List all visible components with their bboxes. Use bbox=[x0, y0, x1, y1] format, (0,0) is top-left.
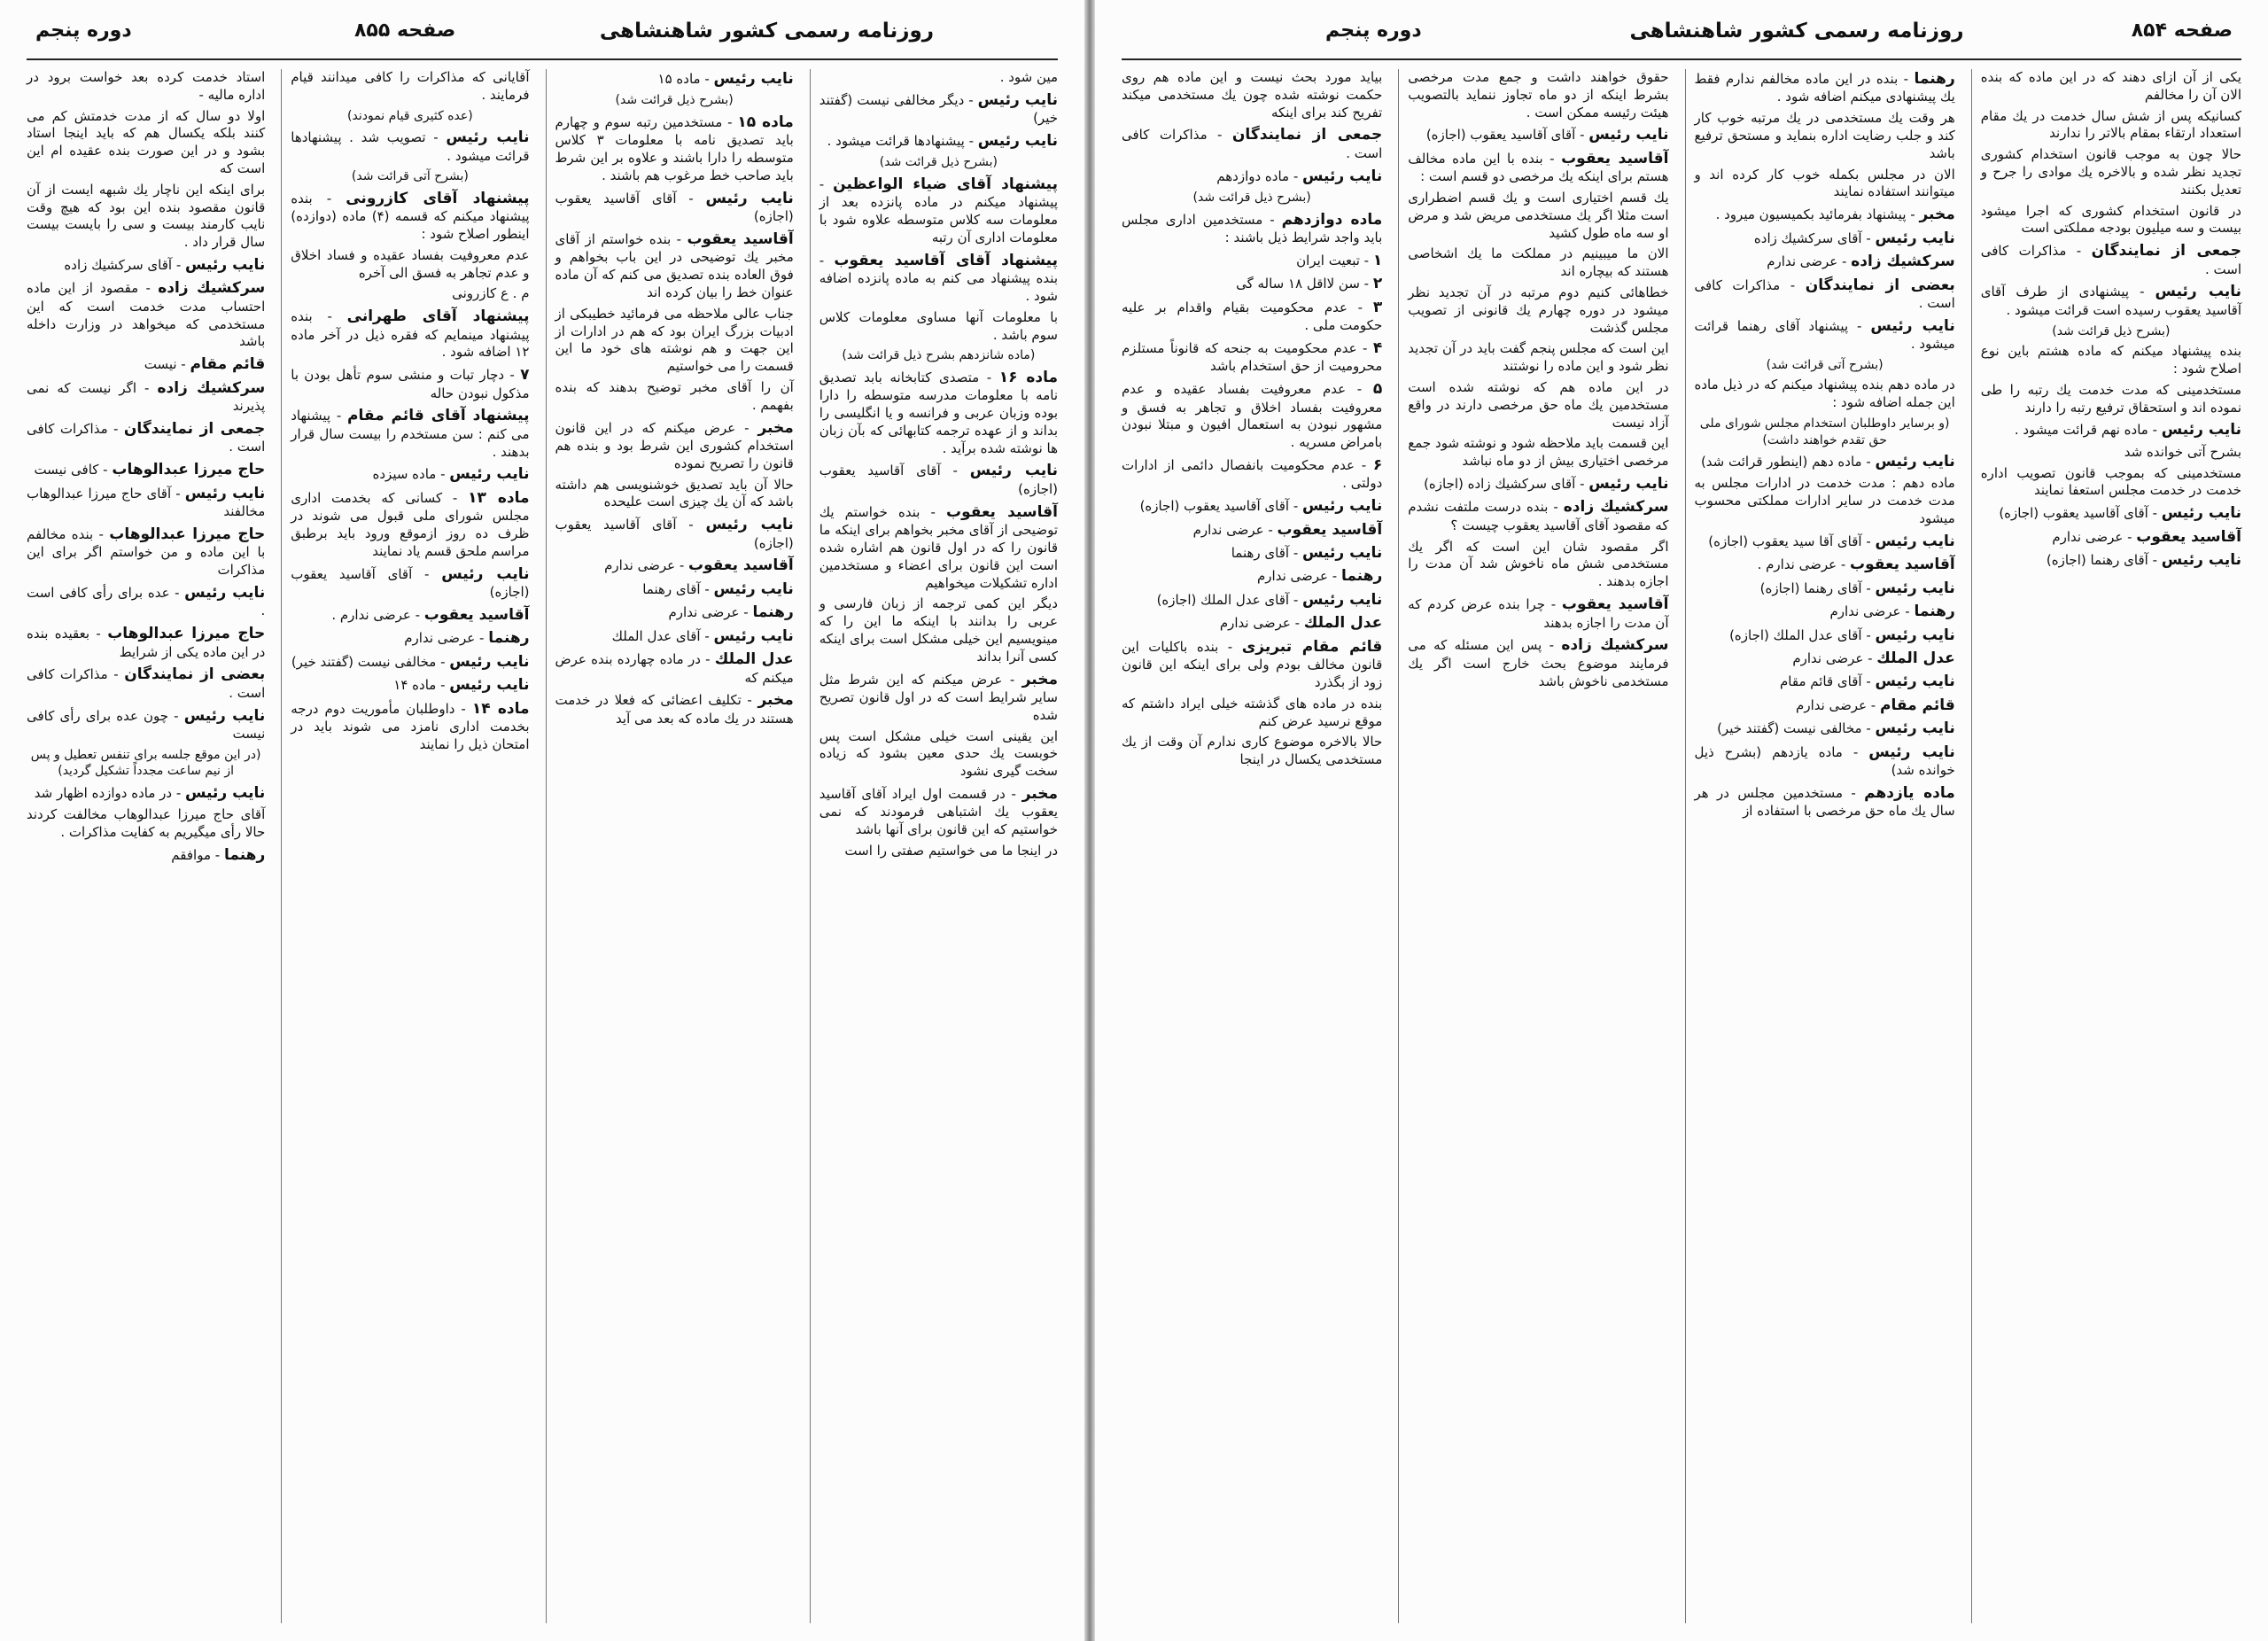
paragraph: بنده پیشنهاد میکنم که ماده هشتم باین نوع اصلاح شود : bbox=[1980, 343, 2241, 377]
paragraph: نایب رئیس - آقای عدل الملك bbox=[611, 626, 794, 645]
paragraph: ۳ - عدم محکومیت بقیام واقدام بر علیه حکومت ملی . bbox=[1122, 298, 1383, 334]
speaker-name: نایب رئیس bbox=[1875, 626, 1955, 644]
speaker-name: جمعی از نمایندگان bbox=[123, 419, 266, 438]
paragraph: حالا چون به موجب قانون استخدام کشوری تجدید نظر شده و بالاخره یك موادی را جرح و تعدیل بکنند bbox=[1980, 146, 2241, 198]
speaker-name: نایب رئیس bbox=[1875, 719, 1955, 738]
speaker-name: نایب رئیس bbox=[449, 465, 530, 484]
speaker-name: قائم مقام bbox=[190, 355, 266, 374]
paragraph: در قانون استخدام کشوری که اجرا میشود بیست و سه میلیون بودجه مملکتی است bbox=[1980, 202, 2241, 237]
paragraph: مخبر - در قسمت اول ایراد آقای آقاسید یعقوب یك اشتباهی فرمودند که نمی خواستیم که این قانون برای آنها باشد bbox=[819, 784, 1058, 838]
speaker-name: نایب رئیس bbox=[713, 579, 794, 598]
speaker-name: آقاسید یعقوب bbox=[423, 605, 530, 624]
paragraph: استاد خدمت کرده بعد خواست برود در اداره مالیه - bbox=[27, 69, 266, 103]
paragraph: پیشنهاد آقای ضیاء الواعظین - پیشنهاد میکنم در ماده پانزده بعد از معلومات سه کلاس متوسطه علاوه شود با معلومات اداری آن رتبه bbox=[819, 175, 1058, 245]
paragraph: حاج میرزا عبدالوهاب - بنده مخالفم با این ماده و من خواستم اگر برای این مذاکرات bbox=[27, 525, 266, 579]
speaker-name: نایب رئیس bbox=[183, 706, 266, 725]
paragraph: (بشرح ذیل قرائت شد) bbox=[2052, 323, 2171, 338]
paragraph: نایب رئیس - ماده دهم (اینطور قرائت شد) bbox=[1700, 453, 1955, 471]
speaker-name: نایب رئیس bbox=[184, 583, 266, 602]
speaker-name: مخبر bbox=[757, 418, 794, 437]
paragraph: نایب رئیس - آقای سرکشیك زاده (اجازه) bbox=[1424, 475, 1669, 494]
paragraph: سرکشیك زاده - اگر نیست که نمی پذیرند bbox=[27, 378, 266, 415]
speaker-name: آقاسید یعقوب bbox=[688, 556, 794, 575]
period-label: دوره پنجم bbox=[35, 19, 132, 42]
speaker-name: مخبر bbox=[757, 691, 794, 710]
speaker-name: عدل الملك bbox=[1303, 614, 1383, 633]
speaker-name: رهنما bbox=[1914, 70, 1955, 88]
paragraph: نایب رئیس - پیشنهادی از طرف آقای آقاسید یعقوب رسیده است قرائت میشود . bbox=[1980, 283, 2241, 318]
speaker-name: نایب رئیس bbox=[184, 484, 266, 502]
speaker-name: آقاسید یعقوب bbox=[1561, 149, 1669, 167]
text-column bbox=[810, 69, 1067, 1623]
speaker-name: عدل الملك bbox=[1876, 649, 1955, 668]
paragraph: (و برسایر داوطلبان استخدام مجلس شورای ملی حق تقدم خواهند داشت) bbox=[1699, 416, 1950, 447]
right-columns bbox=[1113, 69, 2250, 1623]
speaker-name: رهنما bbox=[1340, 567, 1383, 586]
paragraph: (بشرح ذیل قرائت شد) bbox=[615, 93, 734, 108]
speaker-name: آقاسید یعقوب bbox=[687, 229, 794, 248]
paragraph: سرکشیك زاده - مقصود از این ماده احتساب مدت خدمت است که این مستخدمی که میخواهد در وزارت داخله باشد bbox=[27, 279, 266, 350]
paragraph: نایب رئیس - آقای حاج میرزا عبدالوهاب مخالفند bbox=[27, 484, 266, 520]
speaker-name: حاج میرزا عبدالوهاب bbox=[107, 625, 266, 643]
speaker-name: نایب رئیس bbox=[705, 516, 794, 534]
header-rule bbox=[27, 58, 1058, 60]
speaker-name: نایب رئیس bbox=[2161, 421, 2241, 439]
speaker-name: نایب رئیس bbox=[441, 564, 530, 583]
speaker-name: نایب رئیس bbox=[713, 626, 794, 645]
speaker-name: سرکشیك زاده bbox=[1561, 636, 1669, 655]
paragraph: مخبر - پیشنهاد بفرمائید بکمیسیون میرود . bbox=[1715, 206, 1955, 224]
paragraph: رهنما - عرضی ندارم bbox=[1257, 567, 1383, 586]
speaker-name: رهنما bbox=[223, 845, 266, 864]
paragraph: بعضی از نمایندگان - مذاکرات کافی است . bbox=[1694, 276, 1955, 311]
speaker-name: جمعی از نمایندگان bbox=[2091, 242, 2242, 261]
speaker-name: نایب رئیس bbox=[1588, 126, 1669, 144]
paragraph: در این ماده هم که نوشته شده است مستخدمین یك ماه حق مرخصی دارند در واقع آزاد نیست bbox=[1408, 379, 1669, 431]
speaker-name: ۷ bbox=[520, 366, 530, 385]
paragraph: این قسمت باید ملاحظه شود و نوشته شود جمع مرخصی اختیاری بیش از دو ماه نباشد bbox=[1408, 435, 1669, 470]
paragraph: نایب رئیس - در ماده دوازده اظهار شد bbox=[34, 783, 266, 802]
paragraph: آقایانی که مذاکرات را کافی میدانند قیام فرمایند . bbox=[291, 69, 530, 103]
speaker-name: نایب رئیس bbox=[1875, 579, 1955, 597]
page-number: صفحه ۸۵۴ bbox=[2131, 19, 2233, 42]
paragraph: رهنما - بنده در این ماده مخالفم ندارم فقط یك پیشنهادی میکنم اضافه شود . bbox=[1694, 70, 1955, 105]
paragraph: آقاسید یعقوب - عرضی ندارم . bbox=[1757, 556, 1955, 574]
speaker-name: ماده ۱۶ bbox=[998, 368, 1058, 386]
speaker-name: نایب رئیس bbox=[2155, 283, 2241, 301]
paragraph: نایب رئیس - آقای سرکشیك زاده bbox=[64, 255, 266, 274]
paragraph: پیشنهاد آقای طهرانی - بنده پیشنهاد مینمایم که فقره ذیل در آخر ماده ۱۲ اضافه شود . bbox=[291, 307, 530, 361]
paragraph: ۶ - عدم محکومیت بانفصال دائمی از ادارات دولتی . bbox=[1122, 455, 1383, 492]
right-page bbox=[1095, 0, 2268, 1641]
paragraph: آقاسید یعقوب - چرا بنده عرض کردم که آن مدت را اجازه بدهند bbox=[1408, 595, 1669, 631]
paragraph: ماده ۱۳ - کسانی که بخدمت اداری مجلس شورای ملی قبول می شوند در ظرف ده روز ازموقع ورود باید برطبق مراسم ملحق قسم یاد نمایند bbox=[291, 488, 530, 559]
paragraph: هر وقت یك مستخدمی در یك مرتبه خوب کار کند و جلب رضایت اداره بنماید و مستحق ترفیع باشد bbox=[1694, 110, 1955, 161]
speaker-name: نایب رئیس bbox=[449, 652, 530, 671]
paragraph: نایب رئیس - آقای آقاسید یعقوب (اجازه) bbox=[291, 564, 530, 601]
paragraph: ۲ - سن لااقل ۱۸ ساله گی bbox=[1236, 275, 1383, 293]
speaker-name: ۴ bbox=[1372, 338, 1383, 357]
paragraph: عدل الملك - عرضی ندارم bbox=[1219, 614, 1383, 633]
paragraph: جمعی از نمایندگان - مذاکرات کافی است . bbox=[27, 419, 266, 455]
paragraph: رهنما - موافقم bbox=[171, 845, 266, 864]
paragraph: نایب رئیس - آقای قائم مقام bbox=[1780, 673, 1955, 691]
paragraph: با معلومات آنها مساوی معلومات کلاس سوم باشد . bbox=[819, 308, 1058, 343]
speaker-name: ماده دوازدهم bbox=[1281, 210, 1383, 229]
speaker-name: قائم مقام bbox=[1879, 696, 1955, 714]
text-column bbox=[18, 69, 274, 1623]
speaker-name: رهنما bbox=[488, 629, 530, 648]
paragraph: نایب رئیس - ماده ۱۴ bbox=[393, 676, 530, 695]
page-gutter bbox=[1084, 0, 1095, 1641]
speaker-name: نایب رئیس bbox=[1302, 544, 1383, 563]
paragraph: م . ع کازرونی bbox=[452, 285, 530, 302]
speaker-name: نایب رئیس bbox=[977, 90, 1058, 109]
paragraph: ماده یازدهم - مستخدمین مجلس در هر سال یك ماه حق مرخصی با استفاده از bbox=[1694, 784, 1955, 820]
speaker-name: مخبر bbox=[1021, 670, 1058, 688]
speaker-name: نایب رئیس bbox=[2161, 551, 2241, 569]
paragraph: در ماده دهم بنده پیشنهاد میکنم که در ذیل ماده این جمله اضافه شود : bbox=[1694, 377, 1955, 411]
speaker-name: ۵ bbox=[1372, 380, 1383, 399]
paragraph: آن را آقای مخبر توضیح بدهند که بنده بفهمم . bbox=[555, 378, 794, 413]
text-column bbox=[1398, 69, 1677, 1623]
newspaper-title: روزنامه رسمی کشور شاهنشاهی bbox=[599, 19, 934, 43]
speaker-name: ماده ۱۳ bbox=[468, 488, 530, 507]
paragraph: حالا آن باید تصدیق خوشنویسی هم داشته باشد که آن یك چیزی است علیحده bbox=[555, 476, 794, 510]
paragraph: قائم مقام - عرضی ندارم bbox=[1796, 696, 1955, 714]
paragraph: برای اینکه این ناچار یك شبهه ایست از آن قانون مقصود بنده این بود که هیچ وقت نایب کارمند بیست و سی را بایست بیست سال قرار داد . bbox=[27, 181, 266, 251]
paragraph: عدم معروفیت بفساد عقیده و فساد اخلاق و عدم تجاهر به فسق الی آخره bbox=[291, 246, 530, 281]
speaker-name: ماده یازدهم bbox=[1864, 784, 1955, 802]
paragraph: اولا دو سال که از مدت خدمتش کم می کنند بلکه یکسال هم که باید اینجا استاد بشود و در این صورت بنده عقیده ام این است که bbox=[27, 107, 266, 176]
speaker-name: حاج میرزا عبدالوهاب bbox=[109, 525, 266, 543]
paragraph: ماده ۱۶ - متصدی کتابخانه بابد تصدیق نامه با معلومات مدرسه متوسطه را دارا بوده وزبان عربی و فرانسه و یا انگلیسی را بداند و از عهده ترجمه کتابهائی که بآن زبان ها نوشته شده برآید . bbox=[819, 368, 1058, 456]
speaker-name: بعضی از نمایندگان bbox=[124, 665, 266, 684]
paragraph: مخبر - تکلیف اعضائی که فعلا در خدمت هستند در یك ماده که بعد می آید bbox=[555, 691, 794, 727]
paragraph: ۴ - عدم محکومیت به جنحه که قانوناً مستلزم محرومیت از حق استخدام باشد bbox=[1122, 338, 1383, 375]
paragraph: بعضی از نمایندگان - مذاکرات کافی است . bbox=[27, 665, 266, 701]
speaker-name: پیشنهاد آقای قائم مقام bbox=[347, 407, 530, 425]
speaker-name: نایب رئیس bbox=[185, 783, 266, 802]
paragraph: (بشرح آتی قرائت شد) bbox=[1766, 358, 1884, 372]
paragraph: دیگر این کمی ترجمه از زبان فارسی و عربی را بدانند با اینکه ما این را که مینویسیم این خیلی مشکل است برای اینکه کسی آنرا بداند bbox=[819, 595, 1058, 665]
paragraph: سرکشیك زاده - عرضی ندارم bbox=[1767, 253, 1955, 271]
paragraph: الان در مجلس بکمله خوب کار کرده اند و میتوانند استفاده نمایند bbox=[1694, 166, 1955, 200]
speaker-name: رهنما bbox=[752, 603, 794, 622]
paragraph: ماده دوازدهم - مستخدمین اداری مجلس باید واجد شرایط ذیل باشند : bbox=[1122, 210, 1383, 245]
speaker-name: نایب رئیس bbox=[977, 132, 1058, 151]
paragraph: قائم مقام - نیست bbox=[144, 355, 266, 374]
paragraph: این است که مجلس پنجم گفت باید در آن تجدید نظر شود و این ماده را نوشتند bbox=[1408, 340, 1669, 375]
paragraph: نایب رئیس - پیشنهاد آقای رهنما قرائت میشود . bbox=[1694, 316, 1955, 353]
paragraph: خطاهائی کنیم دوم مرتبه در آن تجدید نظر میشود در دوره چهارم یك قانونی از تصویب مجلس گذشت bbox=[1408, 284, 1669, 336]
paragraph: این یقینی است خیلی مشکل است پس خوبست یك حدی معین بشود که زیاده سخت گیری نشود bbox=[819, 727, 1058, 780]
paragraph: آقاسید یعقوب - عرضی ندارم bbox=[1192, 520, 1383, 539]
paragraph: نایب رئیس - آقای عدل الملك (اجازه) bbox=[1156, 590, 1383, 609]
paragraph: نایب رئیس - تصویب شد . پیشنهادها قرائت میشود . bbox=[291, 128, 530, 164]
speaker-name: ۲ bbox=[1372, 275, 1383, 293]
paragraph: (در این موقع جلسه برای تنفس تعطیل و پس از نیم ساعت مجدداً تشکیل گردید) bbox=[30, 747, 261, 779]
paragraph: آقاسید یعقوب - عرضی ندارم bbox=[2052, 527, 2241, 546]
speaker-name: سرکشیك زاده bbox=[1851, 253, 1955, 271]
paragraph: نایب رئیس - آقای رهنما bbox=[642, 579, 794, 598]
speaker-name: مخبر bbox=[1021, 784, 1058, 803]
speaker-name: نایب رئیس bbox=[2161, 504, 2241, 523]
speaker-name: سرکشیك زاده bbox=[158, 279, 266, 298]
paragraph: نایب رئیس - دیگر مخالفی نیست (گفتند خیر) bbox=[819, 90, 1058, 127]
speaker-name: آقاسید یعقوب bbox=[1277, 520, 1383, 539]
paragraph: مستخدمینی که مدت خدمت یك رتبه را طی نموده اند و استحقاق ترفیع رتبه را دارند bbox=[1980, 381, 2241, 416]
paragraph: ۷ - دچار تبات و منشی سوم تأهل بودن با مذکول نبودن حاله bbox=[291, 366, 530, 401]
paragraph: نایب رئیس - آقای آقاسید یعقوب (اجازه) bbox=[555, 516, 794, 551]
text-column bbox=[1685, 69, 1964, 1623]
text-column bbox=[281, 69, 538, 1623]
paragraph: نایب رئیس - عده برای رأی کافی است . bbox=[27, 583, 266, 619]
speaker-name: آقاسید یعقوب bbox=[945, 502, 1058, 521]
speaker-name: پیشنهاد آقای آقاسید یعقوب bbox=[834, 251, 1059, 269]
paragraph: آقای حاج میرزا عبدالوهاب مخالفت کردند حالا رأی میگیریم به کفایت مذاکرات . bbox=[27, 806, 266, 840]
speaker-name: سرکشیك زاده bbox=[1563, 498, 1669, 517]
speaker-name: نایب رئیس bbox=[1302, 497, 1383, 516]
paragraph: نایب رئیس - آقای رهنما bbox=[1231, 544, 1383, 563]
speaker-name: پیشنهاد آقای کازرونی bbox=[346, 189, 530, 207]
paragraph: نایب رئیس - آقای رهنما (اجازه) bbox=[2046, 551, 2241, 569]
speaker-name: ماده ۱۴ bbox=[471, 699, 530, 718]
speaker-name: حاج میرزا عبدالوهاب bbox=[112, 461, 266, 479]
speaker-name: عدل الملك bbox=[714, 650, 794, 669]
paragraph: پیشنهاد آقای قائم مقام - پیشنهاد می کنم : سن مستخدم را بیست سال قرار بدهند . bbox=[291, 407, 530, 460]
text-column bbox=[1971, 69, 2250, 1623]
paragraph: کسانیکه پس از شش سال خدمت در یك مقام استعداد ارتقاء بمقام بالاتر را ندارند bbox=[1980, 107, 2241, 142]
paragraph: نایب رئیس - مخالفی نیست (گفتند خیر) bbox=[1717, 719, 1955, 738]
speaker-name: پیشنهاد آقای ضیاء الواعظین bbox=[833, 175, 1058, 193]
paragraph: حاج میرزا عبدالوهاب - کافی نیست bbox=[34, 461, 266, 479]
text-column bbox=[1113, 69, 1391, 1623]
left-page-header bbox=[35, 19, 1049, 58]
paragraph: بیاید مورد بحث نیست و این ماده هم روی حکمت نوشته شده چون یك مستخدمی میکند تفریح کند برای اینکه bbox=[1122, 69, 1383, 121]
paragraph: ۵ - عدم معروفیت بفساد عقیده و عدم معروفیت بفساد اخلاق و تجاهر به فسق و مشهور نبودن به استعمال افیون و مبتلا نبودن بامراض مسریه . bbox=[1122, 380, 1383, 451]
paragraph: مین شود . bbox=[999, 69, 1058, 85]
paragraph: جمعی از نمایندگان - مذاکرات کافی است . bbox=[1980, 242, 2242, 277]
speaker-name: نایب رئیس bbox=[449, 676, 530, 695]
speaker-name: نایب رئیس bbox=[1302, 167, 1383, 185]
paragraph: آقاسید یعقوب - بنده با این ماده مخالف هستم برای اینکه یك مرخصی دو قسم است : bbox=[1408, 149, 1669, 185]
paragraph: حقوق خواهند داشت و جمع مدت مرخصی بشرط اینکه از دو ماه تجاوز ننماید بالتصویب هیئت رئیسه ممکن است . bbox=[1408, 69, 1669, 121]
paragraph: (بشرح ذیل قرائت شد) bbox=[1192, 191, 1311, 206]
paragraph: رهنما - عرضی ندارم bbox=[404, 629, 530, 648]
paragraph: نایب رئیس - ماده ۱۵ bbox=[657, 70, 794, 88]
text-column bbox=[546, 69, 803, 1623]
speaker-name: نایب رئیس bbox=[713, 70, 794, 88]
speaker-name: آقاسید یعقوب bbox=[1850, 556, 1955, 574]
paragraph: قائم مقام تبریزی - بنده باکلیات این قانون مخالف بودم ولی برای اینکه این قانون زود از بگذرد bbox=[1122, 637, 1383, 691]
paragraph: آقاسید یعقوب - بنده خواستم از آقای مخبر یك توضیحی در این باب بخواهم و فوق العاده بنده تصدیق می کنم که آن ماده عنوان خط را بیان کرده اند bbox=[555, 229, 794, 300]
paragraph: ماده ۱۴ - داوطلبان مأموریت دوم درجه بخدمت اداری نامزد می شوند باید در امتحان ذیل را نمایند bbox=[291, 699, 530, 752]
speaker-name: نایب رئیس bbox=[1870, 316, 1955, 335]
period-label: دوره پنجم bbox=[1325, 19, 1422, 42]
newspaper-title: روزنامه رسمی کشور شاهنشاهی bbox=[1629, 19, 1964, 43]
speaker-name: آقاسید یعقوب bbox=[2136, 527, 2241, 546]
paragraph: پیشنهاد آقای کازرونی - بنده پیشنهاد میکنم که قسمه (۴) ماده (دوازده) اینطور اصلاح شود : bbox=[291, 189, 530, 242]
paragraph: نایب رئیس - ماده نهم قرائت میشود . bbox=[2014, 421, 2241, 439]
speaker-name: ماده ۱۵ bbox=[737, 113, 794, 131]
speaker-name: نایب رئیس bbox=[1875, 673, 1955, 691]
paragraph: نایب رئیس - آقای آقاسید یعقوب (اجازه) bbox=[1999, 504, 2241, 523]
paragraph: یك قسم اختیاری است و یك قسم اضطراری است مثلا اگر یك مستخدمی مریض شد و مرض او سه ماه طول کشید bbox=[1408, 190, 1669, 241]
speaker-name: سرکشیك زاده bbox=[157, 378, 266, 397]
right-page-header bbox=[1130, 19, 2233, 58]
paragraph: نایب رئیس - آقای عدل الملك (اجازه) bbox=[1729, 626, 1955, 644]
paragraph: (عده کثیری قیام نمودند) bbox=[347, 108, 473, 123]
paragraph: بشرح آتی خوانده شد bbox=[2124, 443, 2241, 460]
speaker-name: نایب رئیس bbox=[1588, 475, 1669, 494]
paragraph: رهنما - عرضی ندارم bbox=[668, 603, 794, 622]
paragraph: نایب رئیس - مخالفی نیست (گفتند خیر) bbox=[291, 652, 530, 671]
speaker-name: مخبر bbox=[1919, 206, 1955, 224]
paragraph: الان ما میبینیم در مملکت ما یك اشخاصی هستند که بیچاره اند bbox=[1408, 245, 1669, 280]
paragraph: عدل الملك - در ماده چهارده بنده عرض میکنم که bbox=[555, 650, 794, 686]
speaker-name: پیشنهاد آقای طهرانی bbox=[346, 307, 530, 326]
paragraph: آقاسید یعقوب - بنده خواستم یك توضیحی از آقای مخبر بخواهم برای اینکه ما قانون را که در اول قانون هم اشاره شده است این قانون برای اعضاء و مستخدمین اداره تشکیلات میخواهیم bbox=[819, 502, 1058, 591]
paragraph: عدل الملك - عرضی ندارم bbox=[1792, 649, 1955, 668]
paragraph: در اینجا ما می خواستیم صفتی را است bbox=[844, 842, 1058, 859]
speaker-name: ۱ bbox=[1372, 251, 1383, 269]
speaker-name: قائم مقام تبریزی bbox=[1241, 637, 1383, 656]
speaker-name: نایب رئیس bbox=[1875, 532, 1955, 550]
paragraph: نایب رئیس - آقای آقا سید یعقوب (اجازه) bbox=[1708, 532, 1955, 550]
paragraph: رهنما - عرضی ندارم bbox=[1829, 603, 1955, 621]
paragraph: (بشرح ذیل قرائت شد) bbox=[879, 155, 998, 170]
paragraph: نایب رئیس - آقای آقاسید یعقوب (اجازه) bbox=[1139, 497, 1383, 516]
paragraph: نایب رئیس - آقای رهنما (اجازه) bbox=[1759, 579, 1955, 597]
paragraph: سرکشیك زاده - پس این مسئله که می فرمایند موضوع بحث خارج است اگر یك مستخدمی ناخوش باشد bbox=[1408, 636, 1669, 689]
paragraph: نایب رئیس - چون عده برای رأی کافی نیست bbox=[27, 706, 266, 742]
left-page bbox=[0, 0, 1084, 1641]
paragraph: یکی از آن ازای دهند که در این ماده که بنده الان آن را مخالفم bbox=[1980, 69, 2241, 103]
speaker-name: نایب رئیس bbox=[1868, 743, 1955, 761]
paragraph: بنده در ماده های گذشته خیلی ایراد داشتم که موقع نرسید عرض کنم bbox=[1122, 695, 1383, 729]
paragraph: نایب رئیس - آقای آقاسید یعقوب (اجازه) bbox=[555, 189, 794, 225]
page-number: صفحه ۸۵۵ bbox=[354, 19, 456, 42]
paragraph: نایب رئیس - ماده سیزده bbox=[372, 465, 530, 484]
paragraph: جناب عالی ملاحظه می فرمائید خطیبکی از ادبیات بزرگ ایران بود که هم در ادارات از این جهت و هم نوشته های خود ما این قسمت را می خواستیم bbox=[555, 305, 794, 375]
speaker-name: آقاسید یعقوب bbox=[1561, 595, 1669, 614]
paragraph: مستخدمینی که بموجب قانون تصویب اداره خدمت در خدمت مجلس استعفا نمایند bbox=[1980, 464, 2241, 499]
paragraph: آقاسید یعقوب - عرضی ندارم bbox=[604, 556, 794, 575]
speaker-name: رهنما bbox=[1914, 603, 1955, 621]
paragraph: سرکشیك زاده - بنده درست ملتفت نشدم که مقصود آقای آقاسید یعقوب چیست ؟ bbox=[1408, 498, 1669, 533]
left-columns bbox=[18, 69, 1067, 1623]
speaker-name: جمعی از نمایندگان bbox=[1231, 126, 1383, 144]
paragraph: نایب رئیس - آقای آقاسید یعقوب (اجازه) bbox=[1425, 126, 1669, 144]
speaker-name: نایب رئیس bbox=[969, 462, 1058, 480]
paragraph: جمعی از نمایندگان - مذاکرات کافی است . bbox=[1122, 126, 1383, 161]
paragraph: (بشرح آتی قرائت شد) bbox=[351, 169, 469, 184]
speaker-name: نایب رئیس bbox=[1302, 590, 1383, 609]
paragraph: (ماده شانزدهم بشرح ذیل قرائت شد) bbox=[842, 348, 1036, 363]
speaker-name: نایب رئیس bbox=[446, 128, 530, 147]
paragraph: نایب رئیس - پیشنهادها قرائت میشود . bbox=[827, 132, 1058, 151]
paragraph: حاج میرزا عبدالوهاب - بعقیده بنده در این ماده یکی از شرایط bbox=[27, 625, 266, 660]
header-rule bbox=[1122, 58, 2241, 60]
paragraph: ماده دهم : مدت خدمت در ادارات مجلس به مدت خدمت در سایر ادارات مملکتی محسوب میشود bbox=[1694, 475, 1955, 527]
speaker-name: ۳ bbox=[1372, 298, 1383, 316]
paragraph: آقاسید یعقوب - عرضی ندارم . bbox=[331, 605, 530, 624]
paragraph: نایب رئیس - آقای آقاسید یعقوب (اجازه) bbox=[819, 462, 1058, 497]
paragraph: مخبر - عرض میکنم که این شرط مثل سایر شرایط است که در اول قانون تصریح شده bbox=[819, 670, 1058, 723]
speaker-name: نایب رئیس bbox=[185, 255, 266, 274]
paragraph: پیشنهاد آقای آقاسید یعقوب - بنده پیشنهاد می کنم به ماده پانزده اضافه شود . bbox=[819, 251, 1059, 304]
speaker-name: بعضی از نمایندگان bbox=[1805, 276, 1955, 294]
speaker-name: ۶ bbox=[1372, 455, 1383, 474]
paragraph: نایب رئیس - آقای سرکشیك زاده bbox=[1753, 229, 1955, 247]
paragraph: مخبر - عرض میکنم که در این قانون استخدام کشوری این شرط بود و بنده هم قانون را تصریح نموده bbox=[555, 418, 794, 471]
speaker-name: نایب رئیس bbox=[705, 189, 794, 207]
paragraph: نایب رئیس - ماده دوازدهم bbox=[1216, 167, 1383, 185]
paragraph: اگر مقصود شان این است که اگر یك مستخدمی شش ماه ناخوش شد آن مدت را اجازه بدهند . bbox=[1408, 538, 1669, 590]
paragraph: حالا بالاخره موضوع کاری ندارم آن وقت از یك مستخدمی یكسال در اینجا bbox=[1122, 734, 1383, 768]
speaker-name: نایب رئیس bbox=[1875, 229, 1955, 247]
paragraph: ۱ - تبعیت ایران bbox=[1296, 251, 1383, 269]
paragraph: ماده ۱۵ - مستخدمین رتبه سوم و چهارم باید تصدیق نامه با معلومات ۳ کلاس متوسطه را دارا باشند و علاوه بر این شرط باید صاحب خط مرغوب هم باشند . bbox=[555, 113, 794, 183]
paragraph: نایب رئیس - ماده یازدهم (بشرح ذیل خوانده شد) bbox=[1694, 743, 1955, 779]
speaker-name: نایب رئیس bbox=[1875, 453, 1955, 471]
